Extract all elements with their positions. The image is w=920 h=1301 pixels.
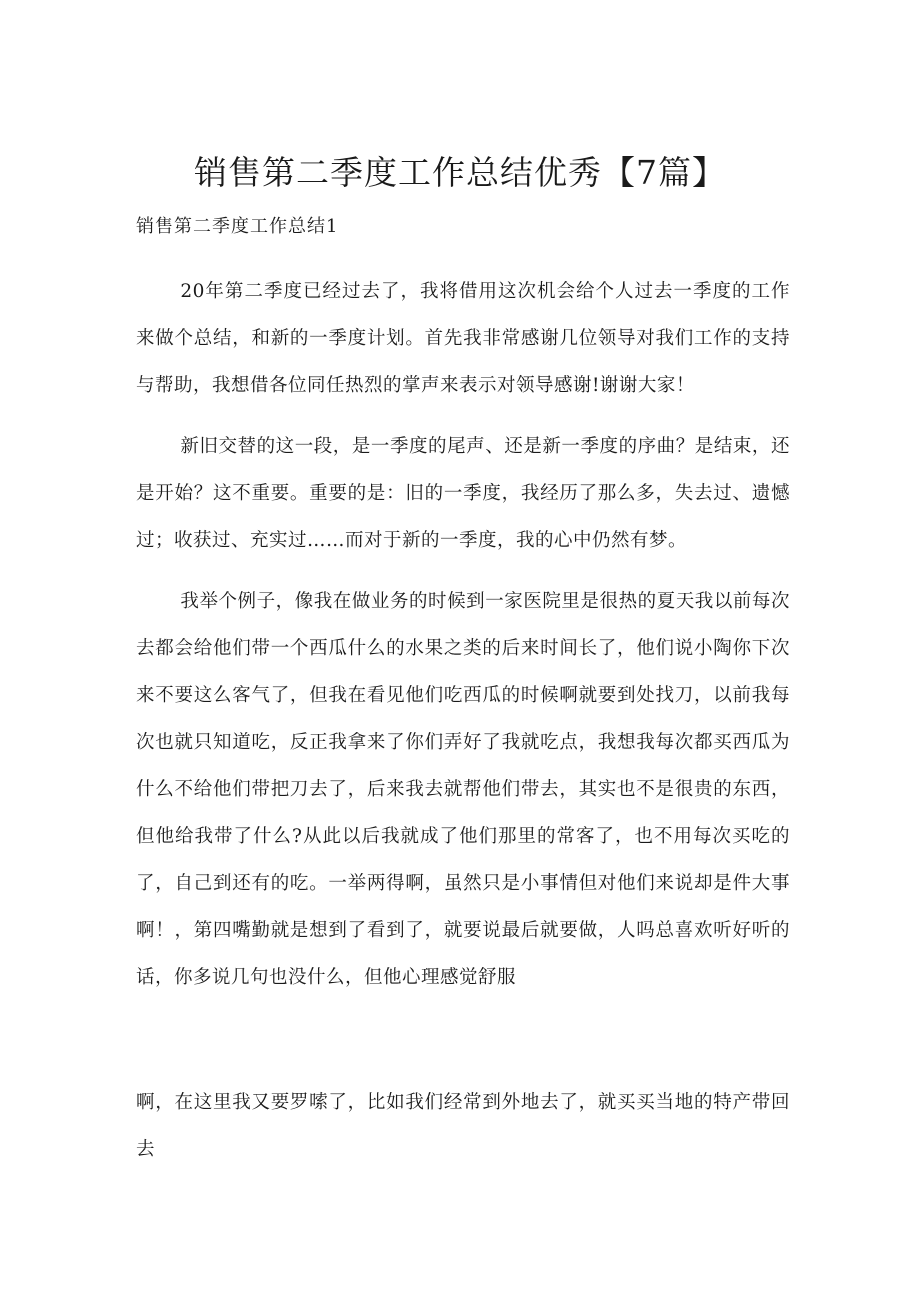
paragraph-1: 20年第二季度已经过去了，我将借用这次机会给个人过去一季度的工作来做个总结，和新的一季度计划。首先我非常感谢几位领导对我们工作的支持与帮助，我想借各位同任热烈的掌声来表示对领导感谢!谢谢大家！ bbox=[136, 281, 790, 396]
section-subtitle: 销售第二季度工作总结1 bbox=[136, 216, 339, 237]
paragraph-4: 啊，在这里我又要罗嗦了，比如我们经常到外地去了，就买买当地的特产带回去 bbox=[136, 1092, 790, 1160]
document-title: 销售第二季度工作总结优秀【7篇】 bbox=[194, 153, 726, 192]
paragraph-3: 我举个例子，像我在做业务的时候到一家医院里是很热的夏天我以前每次去都会给他们带一个西瓜什么的水果之类的后来时间长了，他们说小陶你下次来不要这么客气了，但我在看见他们吃西瓜的时候啊就要到处找刀，以前我每次也就只知道吃，反正我拿来了你们弄好了我就吃点，我想我每次都买西瓜为什么不给他们带把刀去了，后来我去就帮他们带去，其实也不是很贵的东西，但他给我带了什么?从此以后我就成了他们那里的常客了，也不用每次买吃的了，自己到还有的吃。一举两得啊，虽然只是小事情但对他们来说却是件大事啊！，第四嘴勤就是想到了看到了，就要说最后就要做，人吗总喜欢听好听的话，你多说几句也没什么，但他心理感觉舒服 bbox=[136, 591, 790, 988]
paragraph-2: 新旧交替的这一段，是一季度的尾声、还是新一季度的序曲？是结束，还是开始？这不重要。重要的是：旧的一季度，我经历了那么多，失去过、遗憾过；收获过、充实过……而对于新的一季度，我的心中仍然有梦。 bbox=[136, 436, 790, 551]
